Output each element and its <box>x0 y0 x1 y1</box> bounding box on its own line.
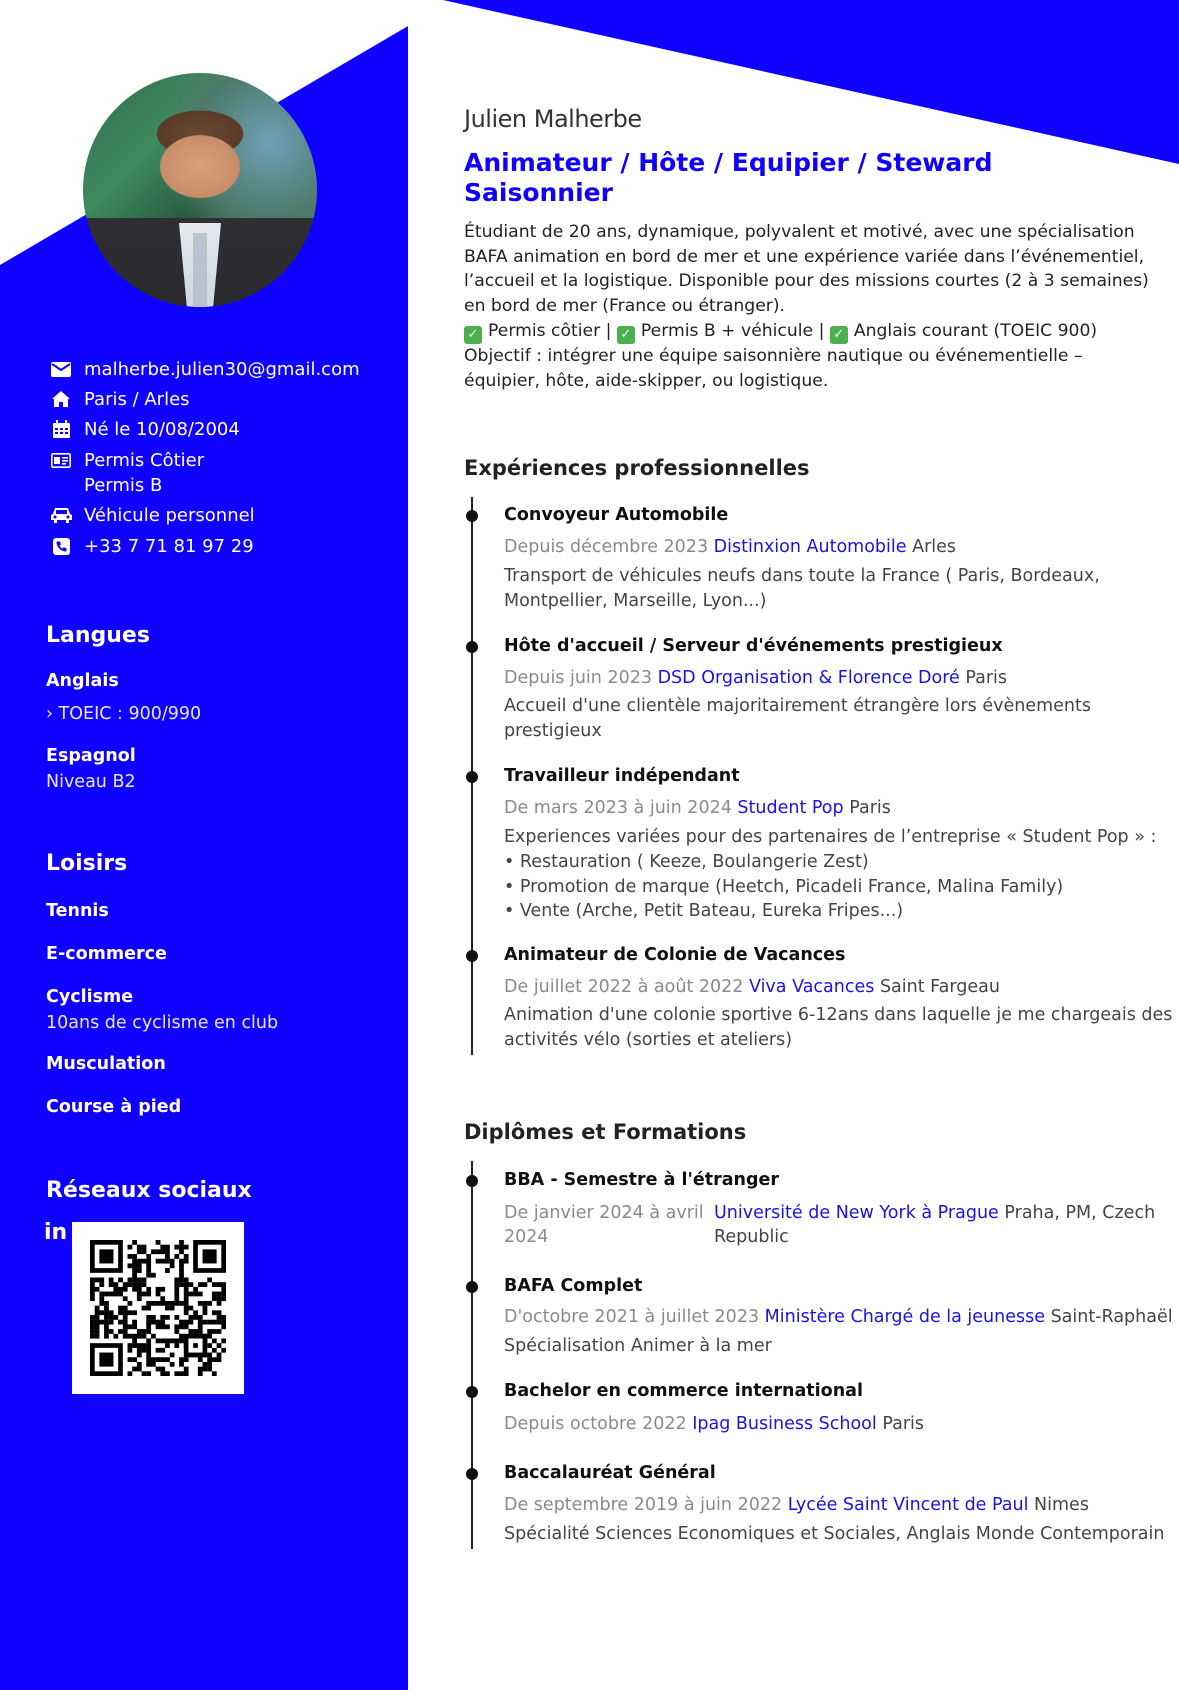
contact-birthdate-text: Né le 10/08/2004 <box>84 419 240 440</box>
experience-location: Saint Fargeau <box>879 977 1000 997</box>
summary-line: en bord de mer (France ou étranger). <box>464 296 786 317</box>
hobbies-heading: Loisirs <box>46 851 128 876</box>
education-date <box>504 1201 714 1249</box>
education-org[interactable]: Ministère Chargé de la jeunesse <box>764 1307 1045 1327</box>
experience-org[interactable]: Distinxion Automobile <box>713 537 907 557</box>
experience-desc <box>504 1003 1172 1053</box>
phone-icon <box>50 536 72 556</box>
experience-desc <box>504 825 1156 924</box>
id-card-icon <box>50 450 72 470</box>
job-title <box>464 148 992 208</box>
contact-license-2: Permis B <box>84 475 163 496</box>
language-name: Anglais <box>46 671 119 691</box>
contact-phone-text: +33 7 71 81 97 29 <box>84 536 254 557</box>
date-line: De janvier 2024 à avril <box>504 1203 704 1223</box>
desc-line: Montpellier, Marseille, Lyon...) <box>504 590 767 611</box>
timeline-dot <box>466 771 478 783</box>
summary-line: Étudiant de 20 ans, dynamique, polyvalent et motivé, avec une spécialisation <box>464 222 1135 242</box>
separator: | <box>600 320 617 341</box>
profile-summary <box>464 220 1154 393</box>
education-title: Baccalauréat Général <box>504 1463 716 1483</box>
contact-license-1: Permis Côtier <box>84 450 205 471</box>
linkedin-qr-code[interactable] <box>72 1222 244 1394</box>
experience-meta <box>504 537 956 557</box>
check-icon: ✓ <box>464 326 482 344</box>
education-meta <box>504 1201 1155 1249</box>
experience-location: Paris <box>849 798 891 818</box>
photo-tie <box>193 233 207 307</box>
highlight-item: Anglais courant (TOEIC 900) <box>853 320 1098 341</box>
hobby-item: Musculation <box>46 1054 166 1074</box>
language-name: Espagnol <box>46 746 136 766</box>
desc-line: • Restauration ( Keeze, Boulangerie Zest) <box>504 851 869 872</box>
education-date: D'octobre 2021 à juillet 2023 <box>504 1307 760 1327</box>
experience-meta <box>504 798 891 818</box>
education-org[interactable]: Université de New York à Prague <box>714 1203 999 1223</box>
experience-meta <box>504 977 1000 997</box>
highlights-line <box>464 319 1154 344</box>
experience-location: Paris <box>965 668 1008 688</box>
education-location: Saint-Raphaël <box>1050 1307 1173 1327</box>
education-org[interactable]: Lycée Saint Vincent de Paul <box>787 1495 1029 1515</box>
languages-heading: Langues <box>46 623 150 648</box>
desc-line: Accueil d'une clientèle majoritairement étrangère lors évènements <box>504 696 1091 716</box>
education-meta <box>504 1414 924 1434</box>
experience-org[interactable]: Student Pop <box>737 798 844 818</box>
linkedin-icon[interactable]: in <box>44 1220 68 1245</box>
experience-org[interactable]: Viva Vacances <box>748 977 875 997</box>
education-desc <box>504 1522 1164 1547</box>
education-location: Praha, PM, Czech <box>1004 1203 1156 1223</box>
desc-line: • Vente (Arche, Petit Bateau, Eureka Fripes...) <box>504 901 904 922</box>
qr-code-icon <box>90 1240 226 1376</box>
education-date: Depuis octobre 2022 <box>504 1414 687 1434</box>
timeline-dot <box>466 950 478 962</box>
contact-vehicle-text: Véhicule personnel <box>84 505 255 526</box>
language-detail: › TOEIC : 900/990 <box>46 704 202 724</box>
language-detail: Niveau B2 <box>46 772 136 792</box>
experience-location: Arles <box>912 537 957 557</box>
education-timeline <box>471 1161 473 1549</box>
hobby-item: E-commerce <box>46 944 167 964</box>
envelope-icon <box>50 359 72 379</box>
experience-meta <box>504 668 1007 688</box>
separator: | <box>813 320 830 341</box>
education-meta <box>504 1307 1173 1327</box>
experience-title: Hôte d'accueil / Serveur d'événements prestigieux <box>504 636 1003 656</box>
desc-line: Animation d'une colonie sportive 6-12ans dans laquelle je me chargeais des <box>504 1005 1173 1025</box>
highlight-item: Permis côtier <box>488 320 601 341</box>
summary-line: l’accueil et la logistique. Disponible pour des missions courtes (2 à 3 semaines) <box>464 271 1149 292</box>
contact-licenses <box>50 448 204 498</box>
highlight-item: Permis B + véhicule <box>640 320 814 341</box>
contact-email[interactable] <box>50 357 360 382</box>
timeline-dot <box>466 1386 478 1398</box>
social-heading: Réseaux sociaux <box>46 1178 252 1203</box>
date-line: 2024 <box>504 1227 549 1247</box>
contact-email-text: malherbe.julien30@gmail.com <box>84 359 360 380</box>
profile-photo <box>83 73 317 307</box>
hobby-detail: 10ans de cyclisme en club <box>46 1013 279 1033</box>
job-title-line-1: Animateur / Hôte / Equipier / Steward <box>464 148 993 177</box>
contact-address <box>50 387 190 412</box>
desc-line: prestigieux <box>504 720 602 741</box>
education-title: Bachelor en commerce international <box>504 1381 863 1401</box>
experience-desc <box>504 694 1091 744</box>
education-org-location <box>714 1201 1155 1249</box>
experience-title: Convoyeur Automobile <box>504 505 729 525</box>
experience-date: Depuis juin 2023 <box>504 668 652 688</box>
timeline-dot <box>466 1175 478 1187</box>
timeline-dot <box>466 1281 478 1293</box>
education-heading: Diplômes et Formations <box>464 1120 747 1144</box>
timeline-dot <box>466 510 478 522</box>
experience-desc <box>504 564 1100 614</box>
experience-date: Depuis décembre 2023 <box>504 537 709 557</box>
desc-line: Spécialité Sciences Economiques et Sociales, Anglais Monde Contemporain <box>504 1524 1165 1544</box>
education-desc <box>504 1334 772 1359</box>
candidate-name: Julien Malherbe <box>464 105 642 133</box>
education-title: BBA - Semestre à l'étranger <box>504 1170 780 1190</box>
timeline-dot <box>466 1468 478 1480</box>
desc-line: activités vélo (sorties et ateliers) <box>504 1029 793 1050</box>
education-title: BAFA Complet <box>504 1276 643 1296</box>
hobby-item: Course à pied <box>46 1097 182 1117</box>
contact-address-text: Paris / Arles <box>84 389 190 410</box>
contact-birthdate <box>50 417 240 442</box>
desc-line: Experiences variées pour des partenaires de l’entreprise « Student Pop » : <box>504 827 1157 847</box>
experience-heading: Expériences professionnelles <box>464 456 810 480</box>
header-corner-shape <box>443 0 1179 164</box>
experience-date: De juillet 2022 à août 2022 <box>504 977 744 997</box>
desc-line: • Promotion de marque (Heetch, Picadeli France, Malina Family) <box>504 876 1064 897</box>
education-org[interactable]: Ipag Business School <box>692 1414 877 1434</box>
experience-date: De mars 2023 à juin 2024 <box>504 798 732 818</box>
hobby-item: Tennis <box>46 901 109 921</box>
contact-vehicle <box>50 503 255 528</box>
hobby-item: Cyclisme <box>46 987 134 1007</box>
check-icon: ✓ <box>830 326 848 344</box>
objective-line: Objectif : intégrer une équipe saisonnière nautique ou événementielle – <box>464 345 1083 366</box>
desc-line: Spécialisation Animer à la mer <box>504 1336 772 1356</box>
home-icon <box>50 389 72 409</box>
education-location: Nimes <box>1034 1495 1089 1515</box>
education-location: Paris <box>882 1414 924 1434</box>
job-title-line-2: Saisonnier <box>464 178 613 207</box>
education-date: De septembre 2019 à juin 2022 <box>504 1495 783 1515</box>
education-meta <box>504 1495 1089 1515</box>
experience-title: Animateur de Colonie de Vacances <box>504 945 846 965</box>
summary-line: BAFA animation en bord de mer et une expérience variée dans l’événementiel, <box>464 246 1145 267</box>
car-icon <box>50 505 72 525</box>
objective-line: équipier, hôte, aide-skipper, ou logistique. <box>464 370 829 391</box>
calendar-icon <box>50 419 72 439</box>
experience-title: Travailleur indépendant <box>504 766 740 786</box>
education-location-cont: Republic <box>714 1227 789 1247</box>
contact-phone[interactable] <box>50 534 254 559</box>
timeline-dot <box>466 641 478 653</box>
experience-org[interactable]: DSD Organisation & Florence Doré <box>657 668 960 688</box>
check-icon: ✓ <box>617 326 635 344</box>
desc-line: Transport de véhicules neufs dans toute la France ( Paris, Bordeaux, <box>504 566 1100 586</box>
